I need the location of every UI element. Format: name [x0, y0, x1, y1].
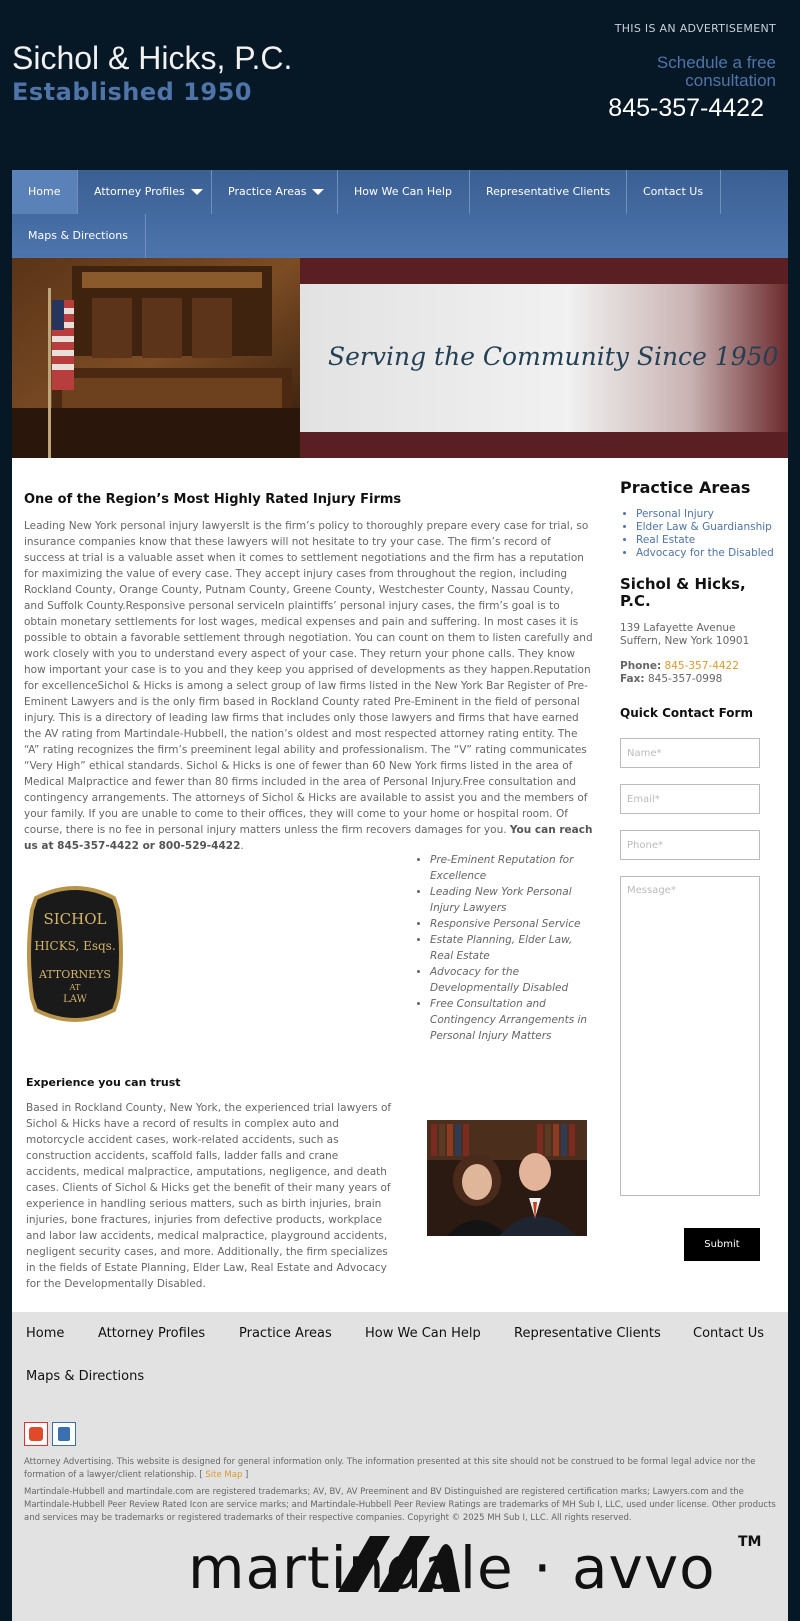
- schedule-consultation-text: Schedule a free consultation: [656, 53, 776, 90]
- submit-button[interactable]: Submit: [684, 1228, 760, 1261]
- footer-nav-representative-clients[interactable]: Representative Clients: [514, 1326, 661, 1341]
- sidebar-item-elder-law[interactable]: [636, 521, 774, 534]
- address-line-1: 139 Lafayette Avenue: [620, 622, 736, 634]
- nav-label: Contact Us: [643, 185, 704, 198]
- seal-line: ATTORNEYS: [39, 968, 111, 981]
- sidebar-practice-heading: Practice Areas: [620, 478, 751, 497]
- red-badge-icon[interactable]: [24, 1422, 48, 1446]
- fax-number: 845-357-0998: [647, 673, 723, 685]
- banner-tagline: Serving the Community Since 1950: [328, 342, 779, 371]
- sidebar-link[interactable]: Elder Law & Guardianship: [636, 521, 772, 533]
- site-map-link[interactable]: Site Map: [205, 1470, 243, 1480]
- nav-label: Practice Areas: [228, 185, 307, 198]
- sidebar-item-advocacy[interactable]: [636, 547, 774, 560]
- email-field[interactable]: [620, 784, 760, 814]
- address-line-2: Suffern, New York 10901: [620, 635, 750, 647]
- caret-down-icon: [312, 189, 324, 195]
- attorneys-photo: [427, 1120, 587, 1236]
- sidebar-fax: [620, 673, 722, 685]
- highlights-list: [414, 852, 594, 1044]
- intro-paragraph: [24, 518, 594, 854]
- intro-end: .: [240, 840, 244, 852]
- footer-nav-attorney-profiles[interactable]: Attorney Profiles: [98, 1326, 206, 1341]
- hero-banner: [12, 258, 788, 458]
- phone-label: Phone:: [620, 660, 662, 672]
- seal-line: SICHOL: [43, 910, 107, 928]
- nav-label: How We Can Help: [354, 185, 452, 198]
- nav-item-contact-us[interactable]: [627, 170, 721, 214]
- sidebar-item-real-estate[interactable]: [636, 534, 774, 547]
- name-field[interactable]: [620, 738, 760, 768]
- seal-line: HICKS, Esqs.: [34, 939, 116, 953]
- nav-item-representative-clients[interactable]: [470, 170, 627, 214]
- nav-label: Attorney Profiles: [94, 185, 185, 198]
- site-header: [0, 0, 800, 170]
- courtroom-image: [12, 258, 300, 458]
- highlight-item: • Estate Planning, Elder Law, Real Estate: [430, 932, 594, 964]
- nav-item-attorney-profiles[interactable]: [78, 170, 212, 214]
- disclaimer-text-end: ]: [242, 1470, 249, 1480]
- blue-badge-icon-shape: [58, 1427, 70, 1441]
- footer-nav-home[interactable]: Home: [26, 1326, 65, 1341]
- sidebar-phone: [620, 660, 739, 672]
- footer-nav-maps-directions[interactable]: Maps & Directions: [26, 1369, 145, 1384]
- blue-badge-icon[interactable]: [52, 1422, 76, 1446]
- phone-field[interactable]: [620, 830, 760, 860]
- intro-text: Leading New York personal injury lawyersIt is the firm’s policy to thoroughly prepare every case for trial, so insurance companies know that these lawyers will not hesitate to try your case. The firm’s record of success at trial is a valuable asset when it comes to settlement negotiations and the firm has a reputation for maximizing the value of every case. They accept injury cases from throughout the region, including Rockland County, Orange County, Putnam County, Greene County, Westchester County, Nassau County, and Suffolk County.Responsive personal serviceIn plaintiffs’ personal injury cases, the firm’s goal is to obtain monetary settlements for lost wages, medical expenses and pain and suffering. In most cases it is possible to obtain a favorable settlement through negotiation. You can count on them to listen carefully and work closely with you to understand every aspect of your case. They return your phone calls. They know how important your case is to you and they keep you apprised of developments as they happen.Reputation for excellenceSichol & Hicks is among a select group of law firms listed in the New York Bar Register of Pre-Eminent Lawyers and is the only firm based in Rockland County rated Pre-Eminent in the field of personal injury. This is a directory of leading law firms that includes only those lawyers and firms that have earned the AV rating from Martindale-Hubbell, the nation’s oldest and most respected attorney rating entity. The “A” rating recognizes the firm’s preeminent legal ability and professionalism. The “V” rating communicates “Very High” ethical standards. Sichol & Hicks is one of fewer than 60 New York firms listed in the area of Medical Malpractice and fewer than 80 firms included in the area of Personal Injury.Free consultation and contingency arrangements. The attorneys of Sichol & Hicks are available to assist you and the members of your family. If you are unable to come to their offices, they will come to your home or hospital room. Of course, there is no fee in personal injury matters unless the firm recovers damages for you.: [24, 520, 593, 836]
- nav-label: Representative Clients: [486, 185, 611, 198]
- seal-line: AT: [69, 983, 81, 992]
- phone-link[interactable]: 845-357-4422: [664, 660, 739, 672]
- sidebar-firm-heading: Sichol & Hicks, P.C.: [620, 575, 746, 610]
- sidebar-link[interactable]: Advocacy for the Disabled: [636, 547, 774, 559]
- nav-item-home[interactable]: [12, 170, 78, 214]
- martindale-avvo-logo[interactable]: martindale · avvo: [188, 1534, 716, 1602]
- advertisement-notice: THIS IS AN ADVERTISEMENT: [614, 22, 776, 35]
- footer-nav-how-we-can-help[interactable]: How We Can Help: [365, 1326, 481, 1341]
- highlight-item: • Advocacy for the Developmentally Disabled: [430, 964, 594, 996]
- caret-down-icon: [191, 189, 203, 195]
- advertising-disclaimer: [24, 1456, 776, 1482]
- main-navigation: [12, 170, 788, 258]
- sidebar-item-personal-injury[interactable]: [636, 508, 774, 521]
- sidebar-practice-list: [620, 508, 774, 560]
- highlight-item: • Leading New York Personal Injury Lawyers: [430, 884, 594, 916]
- sidebar-link[interactable]: Real Estate: [636, 534, 696, 546]
- nav-item-maps-directions[interactable]: [12, 214, 146, 258]
- message-field[interactable]: [620, 876, 760, 1196]
- established-tagline: Established 1950: [12, 78, 252, 106]
- highlight-item: • Responsive Personal Service: [430, 916, 594, 932]
- trademark-symbol: TM: [738, 1534, 762, 1550]
- section-heading: One of the Region’s Most Highly Rated Injury Firms: [24, 492, 402, 507]
- nav-label: Home: [28, 185, 61, 198]
- footer-nav-contact-us[interactable]: Contact Us: [693, 1326, 764, 1341]
- highlight-item: • Pre-Eminent Reputation for Excellence: [430, 852, 594, 884]
- main-content: [12, 458, 788, 1312]
- disclaimer-text: Attorney Advertising. This website is designed for general information only. The information presented at this site should not be construed to be formal legal advice nor the formation of a lawyer/client relationship. [: [24, 1457, 756, 1480]
- contact-form-heading: Quick Contact Form: [620, 706, 753, 720]
- nav-item-practice-areas[interactable]: [212, 170, 338, 214]
- firm-seal-image: [26, 880, 124, 1028]
- firm-name-logo[interactable]: Sichol & Hicks, P.C.: [12, 40, 293, 76]
- sidebar-link[interactable]: Personal Injury: [636, 508, 714, 520]
- nav-item-how-we-can-help[interactable]: [338, 170, 470, 214]
- experience-heading: Experience you can trust: [26, 1076, 181, 1089]
- header-phone-number[interactable]: 845-357-4422: [608, 94, 764, 122]
- fax-label: Fax:: [620, 673, 645, 685]
- contact-phones: You can reach us at 845-357-4422 or 800-529-4422: [24, 824, 593, 852]
- trademark-disclaimer: Martindale-Hubbell and martindale.com are registered trademarks; AV, BV, AV Preeminent and BV Distinguished are registered certification marks; Lawyers.com and the Martindale-Hubbell Peer Review Rated Icon are service marks; and Martindale-Hubbell Peer Review Ratings are trademarks of MH Sub I, LLC, used under license. Other products and services may be trademarks or registered trademarks of their respective companies. Copyright © 2025 MH Sub I, LLC. All rights reserved.: [24, 1487, 776, 1523]
- seal-line: LAW: [63, 994, 87, 1005]
- footer-nav-practice-areas[interactable]: Practice Areas: [239, 1326, 332, 1341]
- experience-paragraph: Based in Rockland County, New York, the experienced trial lawyers of Sichol & Hicks have a record of results in complex auto and motorcycle accident cases, work-related accidents, such as construction accidents, scaffold falls, ladder falls and crane accidents, medical malpractice, amputations, negligence, and death cases. Clients of Sichol & Hicks get the benefit of their many years of experience in handling serious matters, such as birth injuries, brain injuries, bone fractures, injuries from defective products, workplace and labor law accidents, medical malpractice, playground accidents, negligent security cases, and more. Additionally, the firm specializes in the fields of Estate Planning, Elder Law, Real Estate and Advocacy for the Developmentally Disabled.: [26, 1102, 392, 1290]
- nav-label: Maps & Directions: [28, 229, 128, 242]
- site-footer: [12, 1312, 788, 1621]
- red-badge-icon-shape: [29, 1427, 43, 1441]
- highlight-item: • Free Consultation and Contingency Arrangements in Personal Injury Matters: [430, 996, 594, 1044]
